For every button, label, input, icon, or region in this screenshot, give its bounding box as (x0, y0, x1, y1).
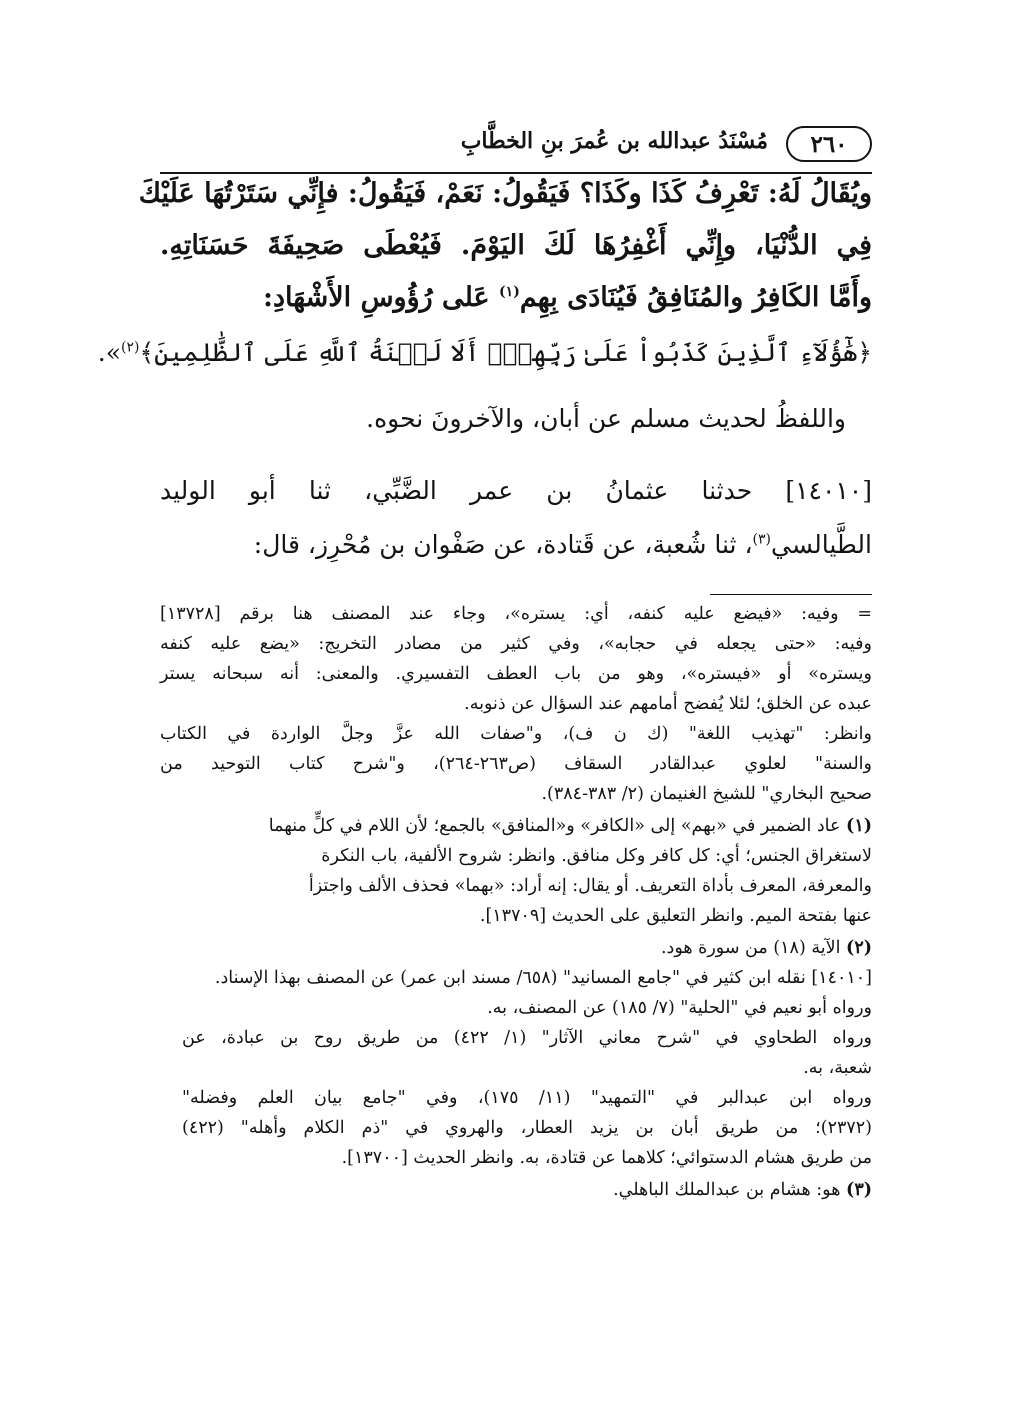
text-segment: عَلى رُؤُوسِ الأَشْهَادِ: (263, 282, 490, 313)
footnote-line: والمعرفة، المعرف بأداة التعريف. أو يقال: إنه أراد: «بهما» فحذف الألف واجتزأ (308, 876, 872, 896)
page-header (160, 122, 872, 168)
quran-verse-line (97, 338, 872, 367)
footnote-line: ويستره» أو «فيستره»، وهو من باب العطف التفسيري. والمعنى: أنه سبحانه يستر (160, 664, 872, 684)
footnote-text: هو: هشام بن عبدالملك الباهلي. (613, 1180, 841, 1200)
footnote-line: عنها بفتحة الميم. وانظر التعليق على الحديث [١٣٧٠٩]. (479, 906, 872, 926)
text-line (160, 282, 872, 313)
text-segment: ، ثنا شُعبة، عن قَتادة، عن صَفْوان بن مُحْرِز، قال: (253, 530, 753, 559)
text-line: واللفظُ لحديث مسلم عن أبان، والآخرونَ نحوه. (366, 404, 846, 433)
footnote-ref[interactable]: (٣) (752, 531, 771, 548)
closing-quote: ». (97, 338, 122, 367)
footnote-number: (٣) (846, 1180, 872, 1200)
quran-verse: ﴿هَٰٓؤُلَآءِ ٱلَّذِينَ كَذَبُواْ عَلَىٰ رَبِّهِمۡۚ أَلَا لَعۡنَةُ ٱللَّهِ عَلَى ٱلظَّٰلِمِينَ﴾ (139, 338, 872, 367)
takhrij-line: شعبة، به. (803, 1058, 872, 1078)
footnote-line: لاستغراق الجنس؛ أي: كل كافر وكل منافق. وانظر: شروح الألفية، باب النكرة (321, 846, 872, 866)
footnote-2 (160, 938, 872, 958)
footnote-ref[interactable]: (٢) (121, 339, 140, 356)
footnote-separator (710, 594, 872, 595)
header-rule (160, 172, 872, 174)
footnote-line: وانظر: "تهذيب اللغة" (ك ن ف)، و"صفات الله عزَّ وجلَّ الواردة في الكتاب (160, 724, 872, 744)
footnote-text: عاد الضمير في «بهم» إلى «الكافر» و«المنافق» بالجمع؛ لأن اللام في كلٍّ منهما (268, 816, 841, 836)
footnote-line: صحيح البخاري" للشيخ الغنيمان (٢/ ٣٨٣-٣٨٤). (541, 784, 872, 804)
hadith-isnad-line: [١٤٠١٠] حدثنا عثمانُ بن عمر الضَّبِّي، ثنا أبو الوليد (160, 476, 872, 505)
takhrij-line: (٢٣٧٢)؛ من طريق أبان بن يزيد العطار، والهروي في "ذم الكلام وأهله" (٤٢٢) (182, 1118, 872, 1138)
footnote-number: (١) (846, 816, 872, 836)
footnote-1 (160, 816, 872, 836)
footnote-text: الآية (١٨) من سورة هود. (660, 938, 841, 958)
takhrij-line: [١٤٠١٠] نقله ابن كثير في "جامع المسانيد" (٦٥٨/ مسند ابن عمر) عن المصنف بهذا الإسناد. (214, 968, 872, 988)
takhrij-line: ورواه الطحاوي في "شرح معاني الآثار" (١/ ٤٢٢) من طريق روح بن عبادة، عن (182, 1028, 872, 1048)
text-line: ويُقَالُ لَهُ: تَعْرِفُ كَذَا وكَذَا؟ فَيَقُولُ: نَعَمْ، فَيَقُولُ: فإِنِّي سَتَرْتُهَا عَلَيْكَ (138, 178, 872, 209)
running-title: مُسْنَدُ عبدالله بن عُمرَ بنِ الخطَّابِ (460, 128, 768, 154)
text-segment: وأَمَّا الكَافِرُ والمُنَافِقُ فَيُنَادَى بِهِم (519, 282, 872, 313)
takhrij-line: من طريق هشام الدستوائي؛ كلاهما عن قتادة، به. وانظر الحديث [١٣٧٠٠]. (341, 1148, 872, 1168)
page-number-badge: ٢٦٠ (786, 126, 872, 162)
footnote-3 (160, 1180, 872, 1200)
footnote-line: والسنة" لعلوي عبدالقادر السقاف (ص٢٦٣-٢٦٤)، و"شرح كتاب التوحيد من (160, 754, 872, 774)
footnote-line: وفيه: «حتى يجعله في حجابه»، وفي كثير من مصادر التخريج: «يضع عليه كنفه (160, 634, 872, 654)
footnote-ref[interactable]: (١) (499, 284, 520, 300)
text-segment: الطَّيالسي (771, 530, 872, 559)
text-line: فِي الدُّنْيَا، وإِنِّي أَغْفِرُهَا لَكَ اليَوْمَ. فَيُعْطَى صَحِيفَةَ حَسَنَاتِهِ. (160, 230, 872, 261)
takhrij-line: ورواه ابن عبدالبر في "التمهيد" (١١/ ١٧٥)، وفي "جامع بيان العلم وفضله" (182, 1088, 872, 1108)
footnote-line: = وفيه: «فيضع عليه كنفه، أي: يستره»، وجاء عند المصنف هنا برقم [١٣٧٢٨] (160, 604, 872, 624)
footnote-number: (٢) (846, 938, 872, 958)
takhrij-line: ورواه أبو نعيم في "الحلية" (٧/ ١٨٥) عن المصنف، به. (487, 998, 872, 1018)
hadith-isnad-line (160, 530, 872, 559)
footnote-line: عبده عن الخلق؛ لئلا يُفضح أمامهم عند السؤال عن ذنوبه. (464, 694, 872, 714)
